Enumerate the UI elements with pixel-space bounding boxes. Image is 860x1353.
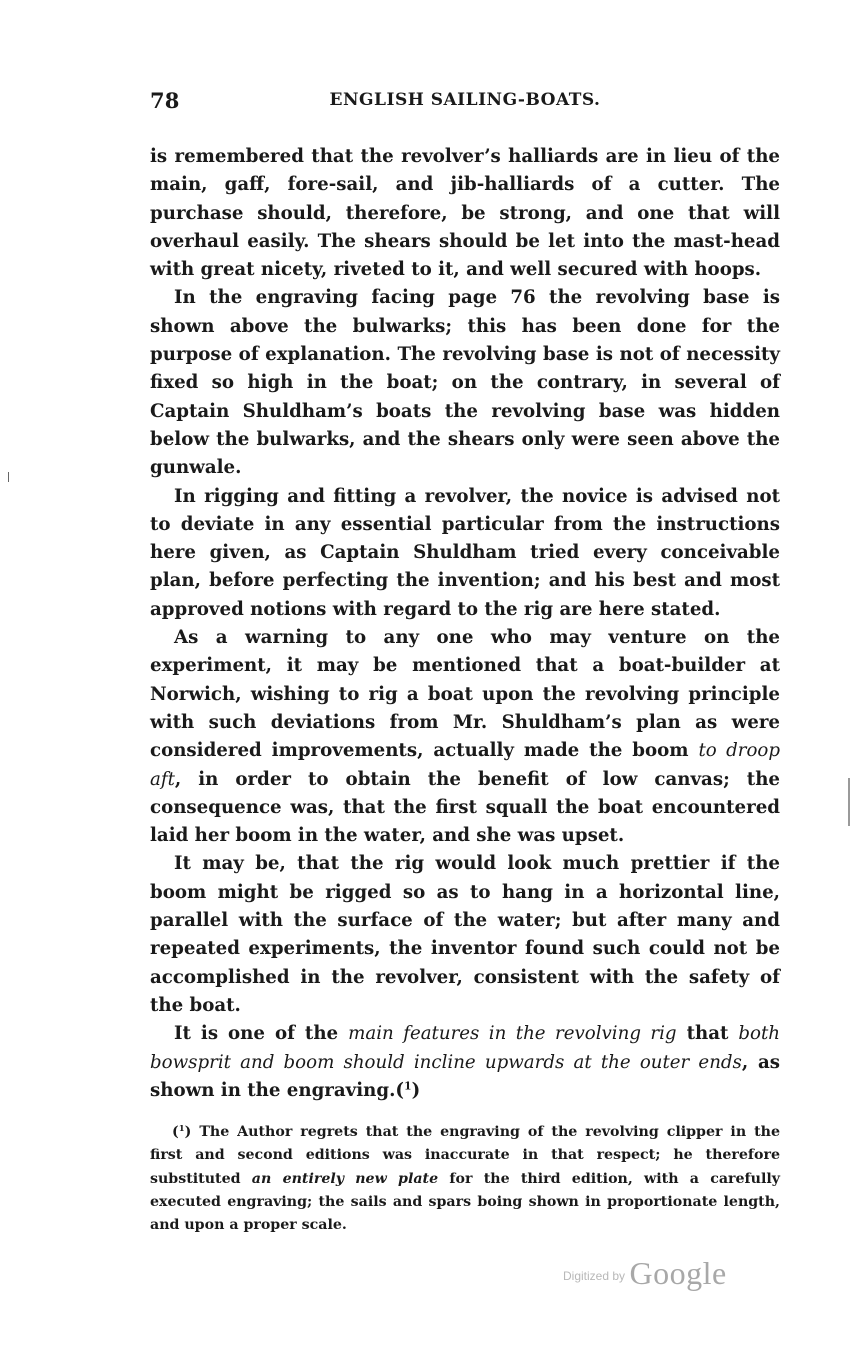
text-run: for the third edition, with a carefully executed engraving; the sails and spars boing shown in proportionate length, and upon a proper scale. [150, 1170, 781, 1234]
digitized-by-google-watermark [563, 1255, 727, 1292]
text-run: ( [172, 1124, 179, 1141]
italic-text: an entirely new plate [251, 1170, 439, 1187]
paragraph [150, 143, 780, 284]
text-run: ) [411, 1079, 421, 1101]
text-run: , as shown in the engraving.( [150, 1051, 780, 1101]
paragraph [150, 284, 780, 482]
running-head [150, 88, 780, 118]
paragraph [150, 624, 780, 850]
text-run: is remembered that the revolver’s halliards are in lieu of the main, gaff, fore-sail, and jib-halliards of a cutter. The purchase should, therefore, be strong, and one that will overhaul easily. The shears should be let into the mast-head with great nicety, riveted to it, and well secured with hoops. [150, 146, 780, 281]
running-title: ENGLISH SAILING-BOATS. [329, 90, 601, 110]
text-run: As a warning to any one who may venture on the experiment, it may be mentioned that a boat-builder at Norwich, wishing to rig a boat upon the revolving principle with such deviations from Mr. Shuldham’s plan as were considered improvements, actually made the boom [150, 627, 780, 762]
footnote-marker: 1 [404, 1079, 412, 1093]
margin-mark [8, 472, 9, 482]
italic-text: both bowsprit and boom should incline upwards at the outer ends [150, 1023, 781, 1073]
body-text [150, 143, 780, 1105]
footnote [150, 1121, 780, 1237]
italic-text: to droop aft [150, 740, 780, 790]
italic-text: main features in the revolving rig [348, 1023, 677, 1045]
text-run: that [676, 1023, 739, 1045]
paragraph [150, 483, 780, 624]
book-page [150, 88, 780, 1238]
text-run: It may be, that the rig would look much prettier if the boom might be rigged so as to hang in a horizontal line, parallel with the surface of the water; but after many and repeated experiments, the inventor found such could not be accomplished in the revolver, consistent with the safety of the boat. [150, 853, 780, 1016]
text-run: , in order to obtain the benefit of low canvas; the consequence was, that the first squall the boat encountered laid her boom in the water, and she was upset. [150, 768, 780, 847]
page-number: 78 [150, 88, 180, 113]
paragraph [150, 1020, 780, 1105]
text-run: In rigging and fitting a revolver, the novice is advised not to deviate in any essential particular from the instructions here given, as Captain Shuldham tried every conceivable plan, before perfecting the invention; and his best and most approved notions with regard to the rig are here stated. [150, 485, 780, 620]
footnote-marker: 1 [178, 1123, 185, 1134]
text-run: In the engraving facing page 76 the revolving base is shown above the bulwarks; this has been done for the purpose of explanation. The revolving base is not of necessity fixed so high in the boat; on the contrary, in several of Captain Shuldham’s boats the revolving base was hidden below the bulwarks, and the shears only were seen above the gunwale. [150, 287, 780, 479]
text-run: It is one of the [174, 1023, 349, 1045]
text-run: ) The Author regrets that the engraving of the revolving clipper in the first and second editions was inaccurate in that respect; he therefore substituted [150, 1124, 780, 1187]
google-logo: Google [629, 1255, 727, 1291]
paragraph [150, 850, 780, 1020]
watermark-prefix: Digitized by [563, 1269, 626, 1283]
margin-mark [848, 778, 850, 826]
